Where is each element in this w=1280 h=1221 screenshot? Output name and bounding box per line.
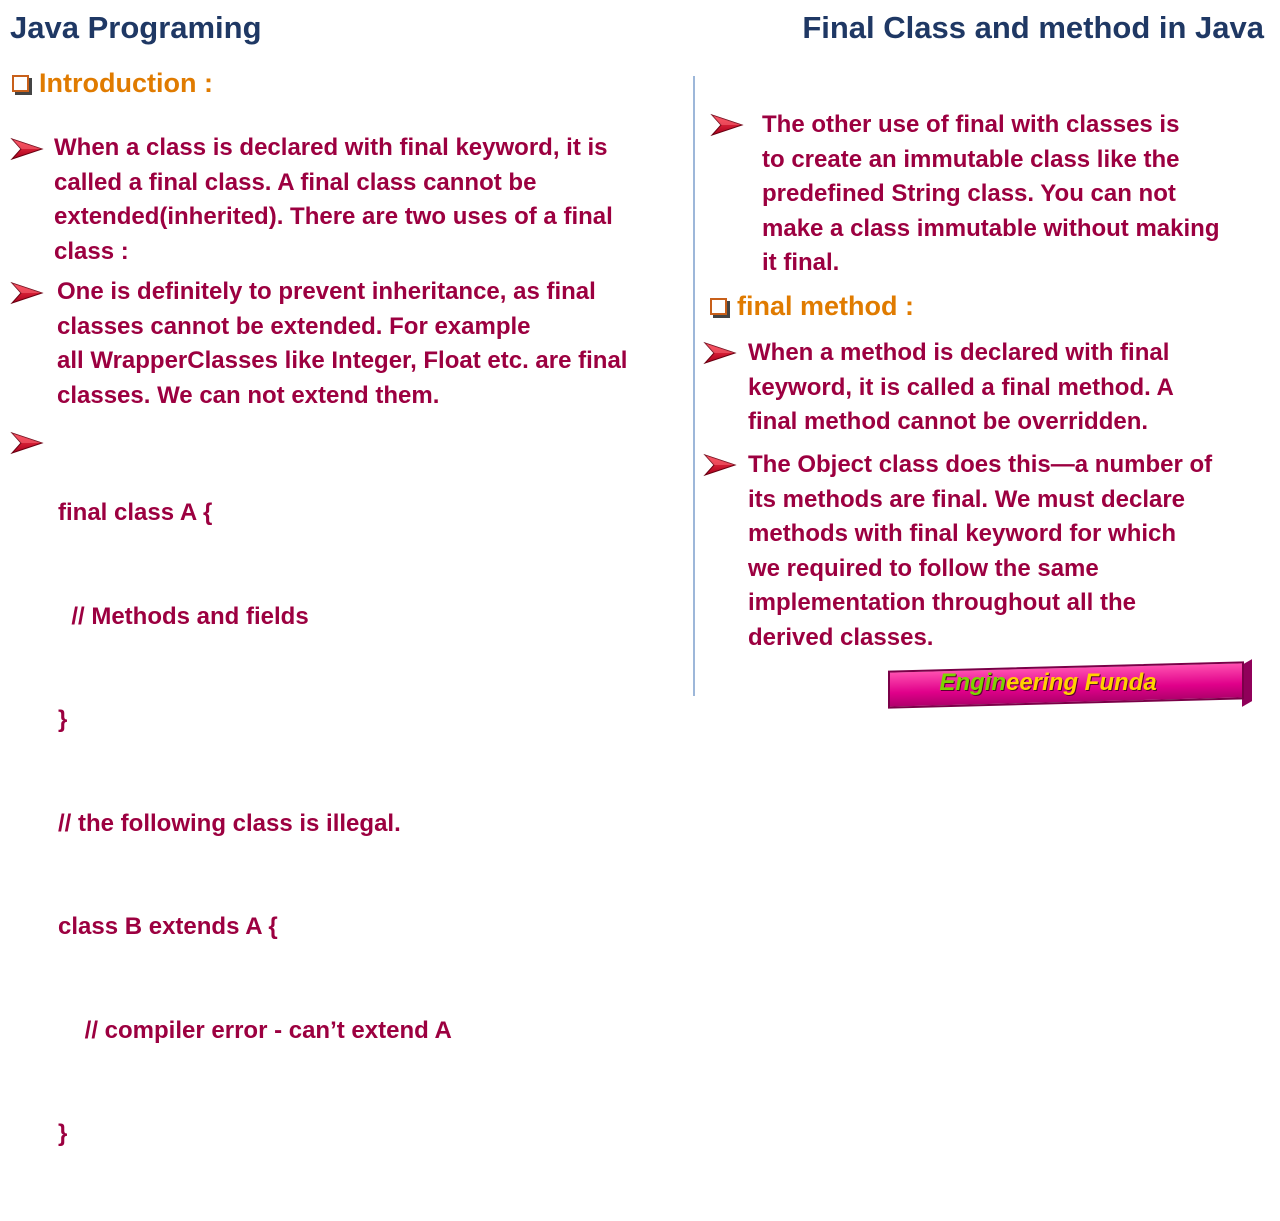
text-line: called a final class. A final class cannot be — [54, 168, 537, 196]
code-line: // the following class is illegal. — [58, 809, 401, 837]
text-line: When a class is declared with final keyword, it is — [54, 134, 608, 161]
column-divider — [693, 76, 695, 696]
arrow-bullet-icon — [10, 430, 44, 456]
intro-bullet-1 — [54, 131, 680, 269]
arrow-bullet-icon — [10, 136, 44, 162]
final-method-bullet-2 — [748, 448, 1242, 655]
code-line: } — [58, 706, 68, 733]
final-method-bullet-1 — [748, 336, 1242, 440]
text-line: class : — [54, 237, 129, 265]
code-line: } — [58, 1120, 68, 1147]
final-method-heading — [710, 291, 914, 322]
code-line: class B extends A { — [58, 913, 278, 940]
introduction-heading-text: Introduction : — [39, 68, 213, 98]
code-line: // compiler error - can’t extend A — [58, 1016, 452, 1044]
immutable-class-bullet — [762, 108, 1251, 281]
text-line: its methods are final. We must declare — [748, 485, 1186, 513]
arrow-bullet-icon — [703, 340, 737, 366]
arrow-bullet-icon — [10, 280, 44, 306]
final-method-heading-text: final method : — [737, 291, 914, 321]
text-line: classes. We can not extend them. — [57, 381, 440, 409]
code-line: // Methods and fields — [58, 602, 309, 630]
text-line: When a method is declared with final — [748, 339, 1170, 366]
checkbox-icon — [710, 298, 727, 315]
text-line: we required to follow the same — [748, 554, 1099, 582]
text-line: to create an immutable class like the — [762, 145, 1180, 173]
introduction-heading — [12, 68, 213, 99]
text-line: classes cannot be extended. For example — [57, 312, 531, 340]
checkbox-icon — [12, 75, 29, 92]
text-line: The other use of final with classes is — [762, 111, 1180, 138]
course-title: Java Programing — [10, 10, 262, 45]
text-line: it final. — [762, 249, 840, 276]
text-line: make a class immutable without making — [762, 214, 1220, 242]
arrow-bullet-icon — [710, 112, 744, 138]
text-line: implementation throughout all the — [748, 589, 1136, 616]
code-example — [58, 427, 452, 1221]
arrow-bullet-icon — [703, 452, 737, 478]
text-line: methods with final keyword for which — [748, 520, 1177, 547]
text-line: The Object class does this—a number of — [748, 451, 1213, 478]
text-line: derived classes. — [748, 623, 934, 651]
code-line: final class A { — [58, 499, 213, 526]
engineering-funda-logo — [888, 662, 1254, 708]
text-line: One is definitely to prevent inheritance, as final — [57, 278, 596, 305]
logo-text: Engineering Funda — [939, 669, 1157, 696]
text-line: extended(inherited). There are two uses of a final — [54, 203, 613, 230]
text-line: all WrapperClasses like Integer, Float etc. are final — [57, 347, 628, 374]
text-line: predefined String class. You can not — [762, 180, 1176, 207]
intro-bullet-2 — [57, 275, 680, 413]
text-line: final method cannot be overridden. — [748, 408, 1149, 435]
text-line: keyword, it is called a final method. A — [748, 373, 1174, 401]
slide-title: Final Class and method in Java — [802, 10, 1264, 45]
